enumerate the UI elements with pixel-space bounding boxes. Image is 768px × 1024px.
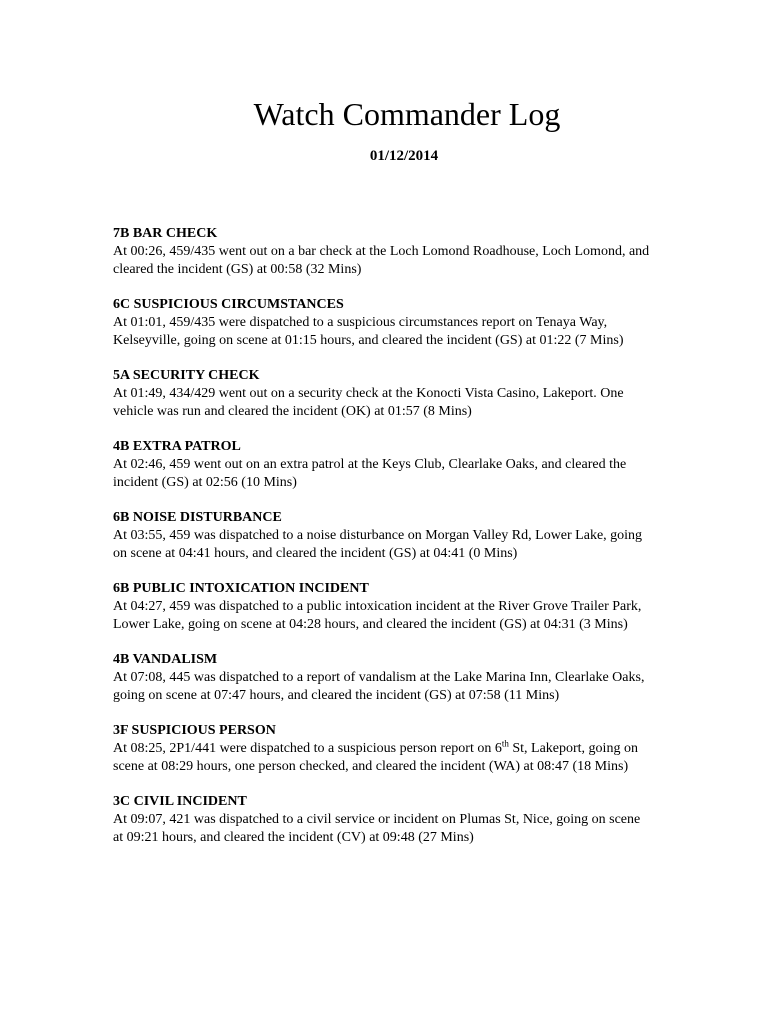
entry-heading: 6B NOISE DISTURBANCE [113, 510, 282, 525]
page-title: Watch Commander Log [253, 96, 561, 132]
entry-body: At 02:46, 459 went out on an extra patrol at the Keys Club, Clearlake Oaks, and cleared the incident (GS) at 02:56 (10 Mins) [113, 457, 627, 490]
entry-body: At 00:26, 459/435 went out on a bar check at the Loch Lomond Roadhouse, Loch Lomond, and cleared the incident (GS) at 00:58 (32 Mins) [113, 244, 650, 277]
entry-heading: 7B BAR CHECK [113, 226, 218, 241]
log-entry-civil-incident [113, 793, 653, 847]
entry-body: At 07:08, 445 was dispatched to a report of vandalism at the Lake Marina Inn, Clearlake Oaks, going on scene at 07:47 hours, and cleared the incident (GS) at 07:58 (11 Mins) [113, 670, 645, 703]
entry-body: At 03:55, 459 was dispatched to a noise disturbance on Morgan Valley Rd, Lower Lake, going on scene at 04:41 hours, and cleared the incident (GS) at 04:41 (0 Mins) [113, 528, 643, 561]
log-entry-vandalism [113, 651, 653, 705]
log-entries [113, 225, 653, 864]
entry-heading: 3C CIVIL INCIDENT [113, 794, 247, 809]
entry-body: At 01:49, 434/429 went out on a security check at the Konocti Vista Casino, Lakeport. One vehicle was run and cleared the incident (OK) at 01:57 (8 Mins) [113, 386, 624, 419]
entry-heading: 4B EXTRA PATROL [113, 439, 241, 454]
entry-body-text: St, Lakeport, going on scene at 08:29 hours, one person checked, and cleared the incident (WA) at 08:47 (18 Mins) [113, 741, 638, 774]
log-date: 01/12/2014 [369, 148, 439, 164]
log-entry-bar-check [113, 225, 653, 279]
log-entry-suspicious-person [113, 722, 653, 776]
entry-heading: 5A SECURITY CHECK [113, 368, 260, 383]
log-entry-extra-patrol [113, 438, 653, 492]
log-entry-suspicious-circumstances [113, 296, 653, 350]
entry-body [113, 740, 653, 776]
entry-heading: 4B VANDALISM [113, 652, 218, 667]
log-entry-security-check [113, 367, 653, 421]
entry-heading: 6B PUBLIC INTOXICATION INCIDENT [113, 581, 369, 596]
entry-heading: 3F SUSPICIOUS PERSON [113, 723, 276, 738]
entry-heading: 6C SUSPICIOUS CIRCUMSTANCES [113, 297, 344, 312]
entry-body: At 04:27, 459 was dispatched to a public intoxication incident at the River Grove Trailer Park, Lower Lake, going on scene at 04:28 hours, and cleared the incident (GS) at 04:31 (3 Mins) [113, 599, 642, 632]
entry-body: At 09:07, 421 was dispatched to a civil service or incident on Plumas St, Nice, going on scene at 09:21 hours, and cleared the incident (CV) at 09:48 (27 Mins) [113, 812, 641, 845]
log-entry-public-intoxication [113, 580, 653, 634]
log-entry-noise-disturbance [113, 509, 653, 563]
entry-body-text: At 08:25, 2P1/441 were dispatched to a suspicious person report on 6 [113, 741, 502, 756]
ordinal-suffix: th [501, 738, 509, 749]
entry-body: At 01:01, 459/435 were dispatched to a suspicious circumstances report on Tenaya Way, Kelseyville, going on scene at 01:15 hours, and cleared the incident (GS) at 01:22 (7 Mins) [113, 315, 624, 348]
